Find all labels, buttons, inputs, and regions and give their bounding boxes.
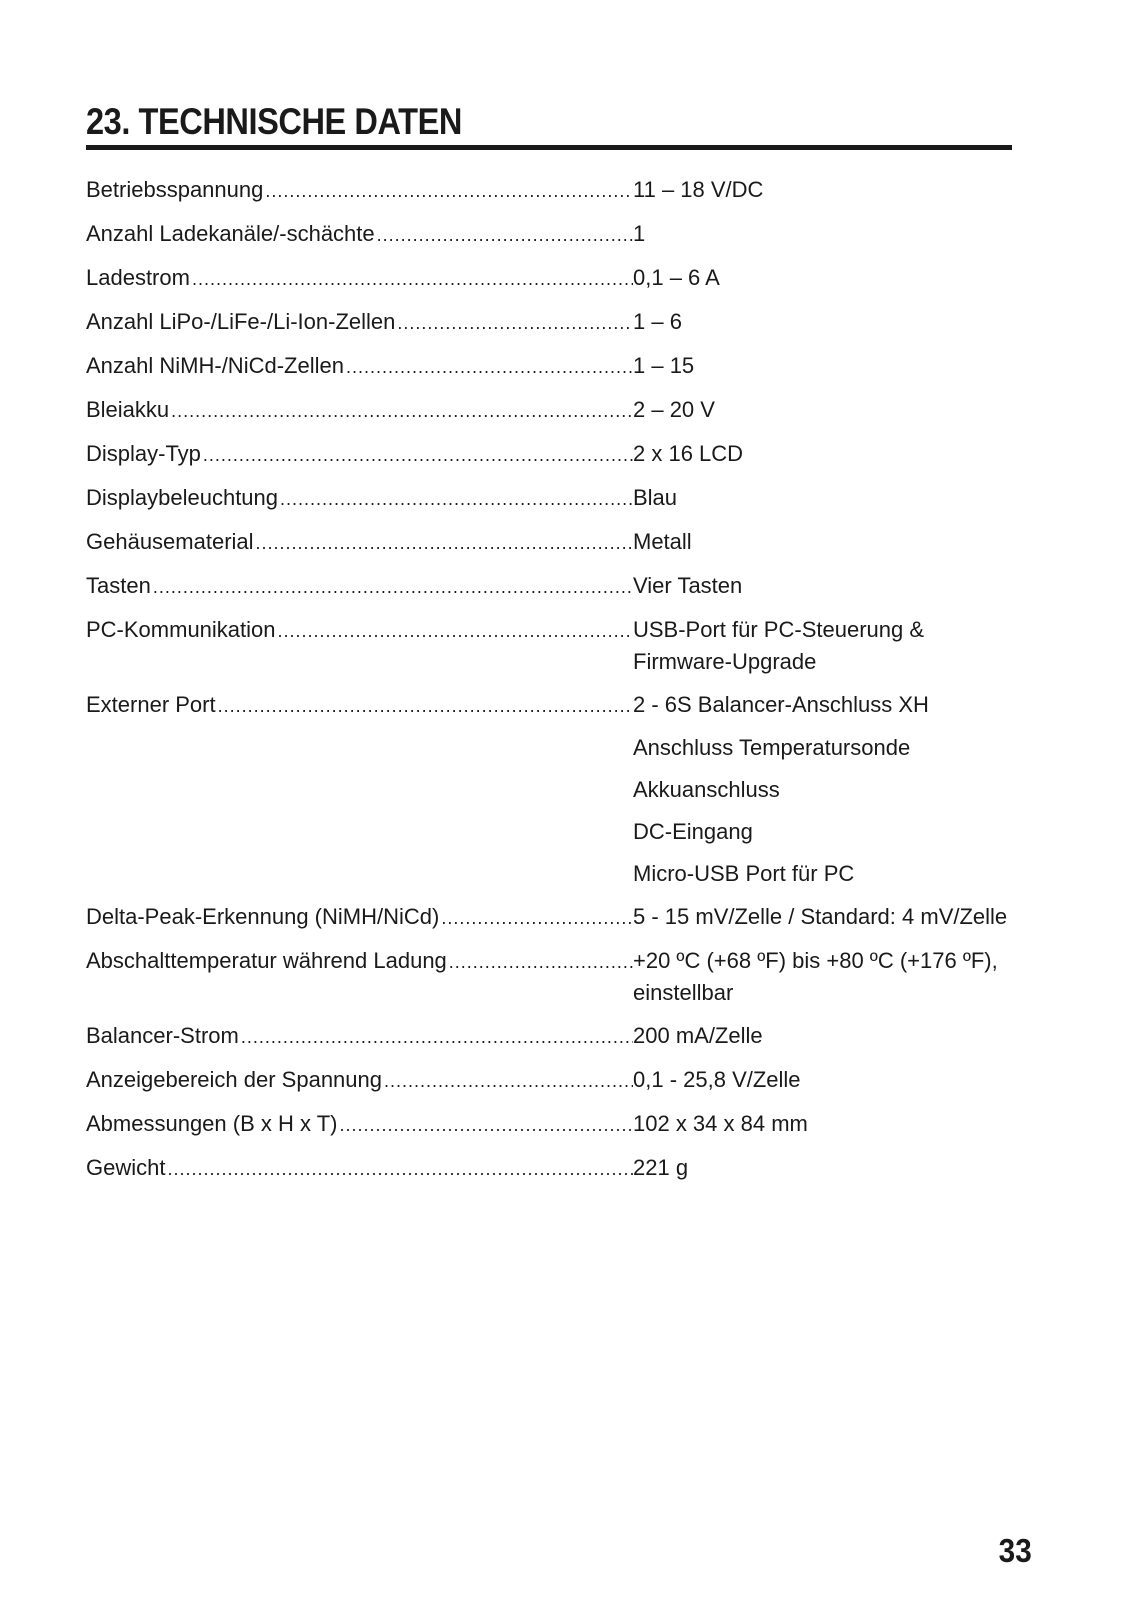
spec-value-cell bbox=[633, 570, 1016, 602]
spec-label: Anzahl Ladekanäle/-schächte bbox=[86, 221, 375, 246]
spec-row bbox=[86, 526, 1016, 559]
spec-row bbox=[86, 174, 1016, 207]
dot-leader bbox=[192, 263, 633, 295]
dot-leader bbox=[241, 1021, 633, 1053]
spec-label-cell bbox=[86, 945, 633, 978]
spec-label-cell bbox=[86, 218, 633, 251]
spec-row bbox=[86, 218, 1016, 251]
spec-label-cell bbox=[86, 482, 633, 515]
spec-value: 11 – 18 V/DC bbox=[633, 177, 764, 202]
spec-label: Anzahl NiMH-/NiCd-Zellen bbox=[86, 353, 344, 378]
section-heading bbox=[86, 101, 1012, 150]
spec-label: Bleiakku bbox=[86, 397, 170, 422]
dot-leader bbox=[256, 527, 633, 559]
spec-label-cell bbox=[86, 394, 633, 427]
spec-row bbox=[86, 438, 1016, 471]
spec-value-cell bbox=[633, 262, 1016, 294]
spec-value: einstellbar bbox=[633, 980, 734, 1005]
spec-value-cell bbox=[633, 1020, 1016, 1052]
spec-value-cell bbox=[633, 482, 1016, 514]
spec-value-cell bbox=[633, 689, 1016, 721]
spec-value-cell bbox=[633, 816, 1016, 848]
spec-label: Gewicht bbox=[86, 1155, 166, 1180]
spec-value: Anschluss Temperatursonde bbox=[633, 735, 911, 760]
spec-label: Balancer-Strom bbox=[86, 1023, 239, 1048]
spec-label: Anzahl LiPo-/LiFe-/Li-Ion-Zellen bbox=[86, 309, 396, 334]
spec-value-cell bbox=[633, 350, 1016, 382]
spec-value-cell bbox=[633, 438, 1016, 470]
dot-leader bbox=[377, 219, 633, 251]
spec-value-cell bbox=[633, 614, 1016, 678]
spec-value: Micro-USB Port für PC bbox=[633, 861, 855, 886]
spec-value: Blau bbox=[633, 485, 678, 510]
spec-value-cell bbox=[633, 858, 1016, 890]
spec-value: Akkuanschluss bbox=[633, 777, 780, 802]
spec-value: Vier Tasten bbox=[633, 573, 743, 598]
section-title: 23. TECHNISCHE DATEN bbox=[86, 101, 462, 142]
spec-label: Ladestrom bbox=[86, 265, 190, 290]
spec-row bbox=[86, 614, 1016, 678]
spec-value: 2 - 6S Balancer-Anschluss XH bbox=[633, 692, 929, 717]
spec-value: 2 x 16 LCD bbox=[633, 441, 744, 466]
spec-label-cell bbox=[86, 1152, 633, 1185]
spec-value: 102 x 34 x 84 mm bbox=[633, 1111, 808, 1136]
page-number: 33 bbox=[998, 1532, 1032, 1569]
spec-label-cell bbox=[86, 1108, 633, 1141]
spec-row bbox=[86, 482, 1016, 515]
spec-label-cell bbox=[86, 901, 633, 934]
spec-label: PC-Kommunikation bbox=[86, 617, 276, 642]
spec-value: 221 g bbox=[633, 1155, 689, 1180]
spec-label-cell bbox=[86, 570, 633, 603]
spec-row bbox=[86, 350, 1016, 383]
spec-row bbox=[86, 1108, 1016, 1141]
spec-value: 5 - 15 mV/Zelle / Standard: 4 mV/Zelle bbox=[633, 904, 1008, 929]
spec-label-cell bbox=[86, 438, 633, 471]
spec-value-cell bbox=[633, 218, 1016, 250]
spec-value-cell bbox=[633, 901, 1016, 933]
dot-leader bbox=[346, 351, 633, 383]
spec-label-cell bbox=[86, 262, 633, 295]
spec-row bbox=[86, 945, 1016, 1009]
spec-label: Displaybeleuchtung bbox=[86, 485, 279, 510]
spec-value-cell bbox=[633, 732, 1016, 764]
spec-label: Gehäusematerial bbox=[86, 529, 254, 554]
spec-label-cell bbox=[86, 174, 633, 207]
specifications-list bbox=[86, 174, 1016, 1196]
spec-value: Metall bbox=[633, 529, 692, 554]
spec-label-cell bbox=[86, 1020, 633, 1053]
spec-value: DC-Eingang bbox=[633, 819, 753, 844]
spec-row bbox=[86, 306, 1016, 339]
dot-leader bbox=[397, 307, 633, 339]
spec-row bbox=[86, 394, 1016, 427]
spec-label: Externer Port bbox=[86, 692, 216, 717]
spec-label: Abmessungen (B x H x T) bbox=[86, 1111, 338, 1136]
dot-leader bbox=[265, 175, 633, 207]
spec-value: 1 – 6 bbox=[633, 309, 682, 334]
dot-leader bbox=[218, 690, 633, 722]
spec-label-cell bbox=[86, 526, 633, 559]
dot-leader bbox=[449, 946, 633, 978]
spec-label: Anzeigebereich der Spannung bbox=[86, 1067, 383, 1092]
spec-label-cell bbox=[86, 1064, 633, 1097]
dot-leader bbox=[280, 483, 633, 515]
spec-row bbox=[86, 262, 1016, 295]
dot-leader bbox=[278, 615, 633, 647]
dot-leader bbox=[203, 439, 633, 471]
spec-row bbox=[86, 858, 1016, 890]
spec-label-cell bbox=[86, 306, 633, 339]
spec-value-cell bbox=[633, 1152, 1016, 1184]
spec-label: Abschalttemperatur während Ladung bbox=[86, 948, 447, 973]
dot-leader bbox=[339, 1109, 633, 1141]
spec-value: Firmware-Upgrade bbox=[633, 649, 817, 674]
spec-value-cell bbox=[633, 774, 1016, 806]
dot-leader bbox=[171, 395, 633, 427]
spec-row bbox=[86, 689, 1016, 722]
spec-row bbox=[86, 1064, 1016, 1097]
spec-value: 1 bbox=[633, 221, 646, 246]
spec-row bbox=[86, 732, 1016, 764]
spec-value: 1 – 15 bbox=[633, 353, 695, 378]
dot-leader bbox=[167, 1153, 633, 1185]
spec-value: 200 mA/Zelle bbox=[633, 1023, 763, 1048]
spec-value: USB-Port für PC-Steuerung & bbox=[633, 617, 925, 642]
spec-value-cell bbox=[633, 174, 1016, 206]
dot-leader bbox=[153, 571, 633, 603]
spec-label: Tasten bbox=[86, 573, 151, 598]
spec-value: 0,1 – 6 A bbox=[633, 265, 720, 290]
spec-label-cell bbox=[86, 350, 633, 383]
spec-label-cell bbox=[86, 689, 633, 722]
dot-leader bbox=[441, 902, 633, 934]
spec-value-cell bbox=[633, 526, 1016, 558]
spec-label-cell bbox=[86, 614, 633, 647]
spec-row bbox=[86, 901, 1016, 934]
spec-value: +20 ºC (+68 ºF) bis +80 ºC (+176 ºF), bbox=[633, 948, 998, 973]
spec-row bbox=[86, 570, 1016, 603]
spec-value-cell bbox=[633, 945, 1016, 1009]
spec-value: 0,1 - 25,8 V/Zelle bbox=[633, 1067, 801, 1092]
spec-row bbox=[86, 1152, 1016, 1185]
spec-row bbox=[86, 774, 1016, 806]
dot-leader bbox=[384, 1065, 633, 1097]
spec-value-cell bbox=[633, 306, 1016, 338]
spec-value: 2 – 20 V bbox=[633, 397, 715, 422]
spec-label: Betriebsspannung bbox=[86, 177, 264, 202]
spec-value-cell bbox=[633, 1064, 1016, 1096]
spec-label: Display-Typ bbox=[86, 441, 201, 466]
spec-row bbox=[86, 816, 1016, 848]
spec-value-cell bbox=[633, 394, 1016, 426]
spec-label: Delta-Peak-Erkennung (NiMH/NiCd) bbox=[86, 904, 440, 929]
spec-row bbox=[86, 1020, 1016, 1053]
spec-value-cell bbox=[633, 1108, 1016, 1140]
